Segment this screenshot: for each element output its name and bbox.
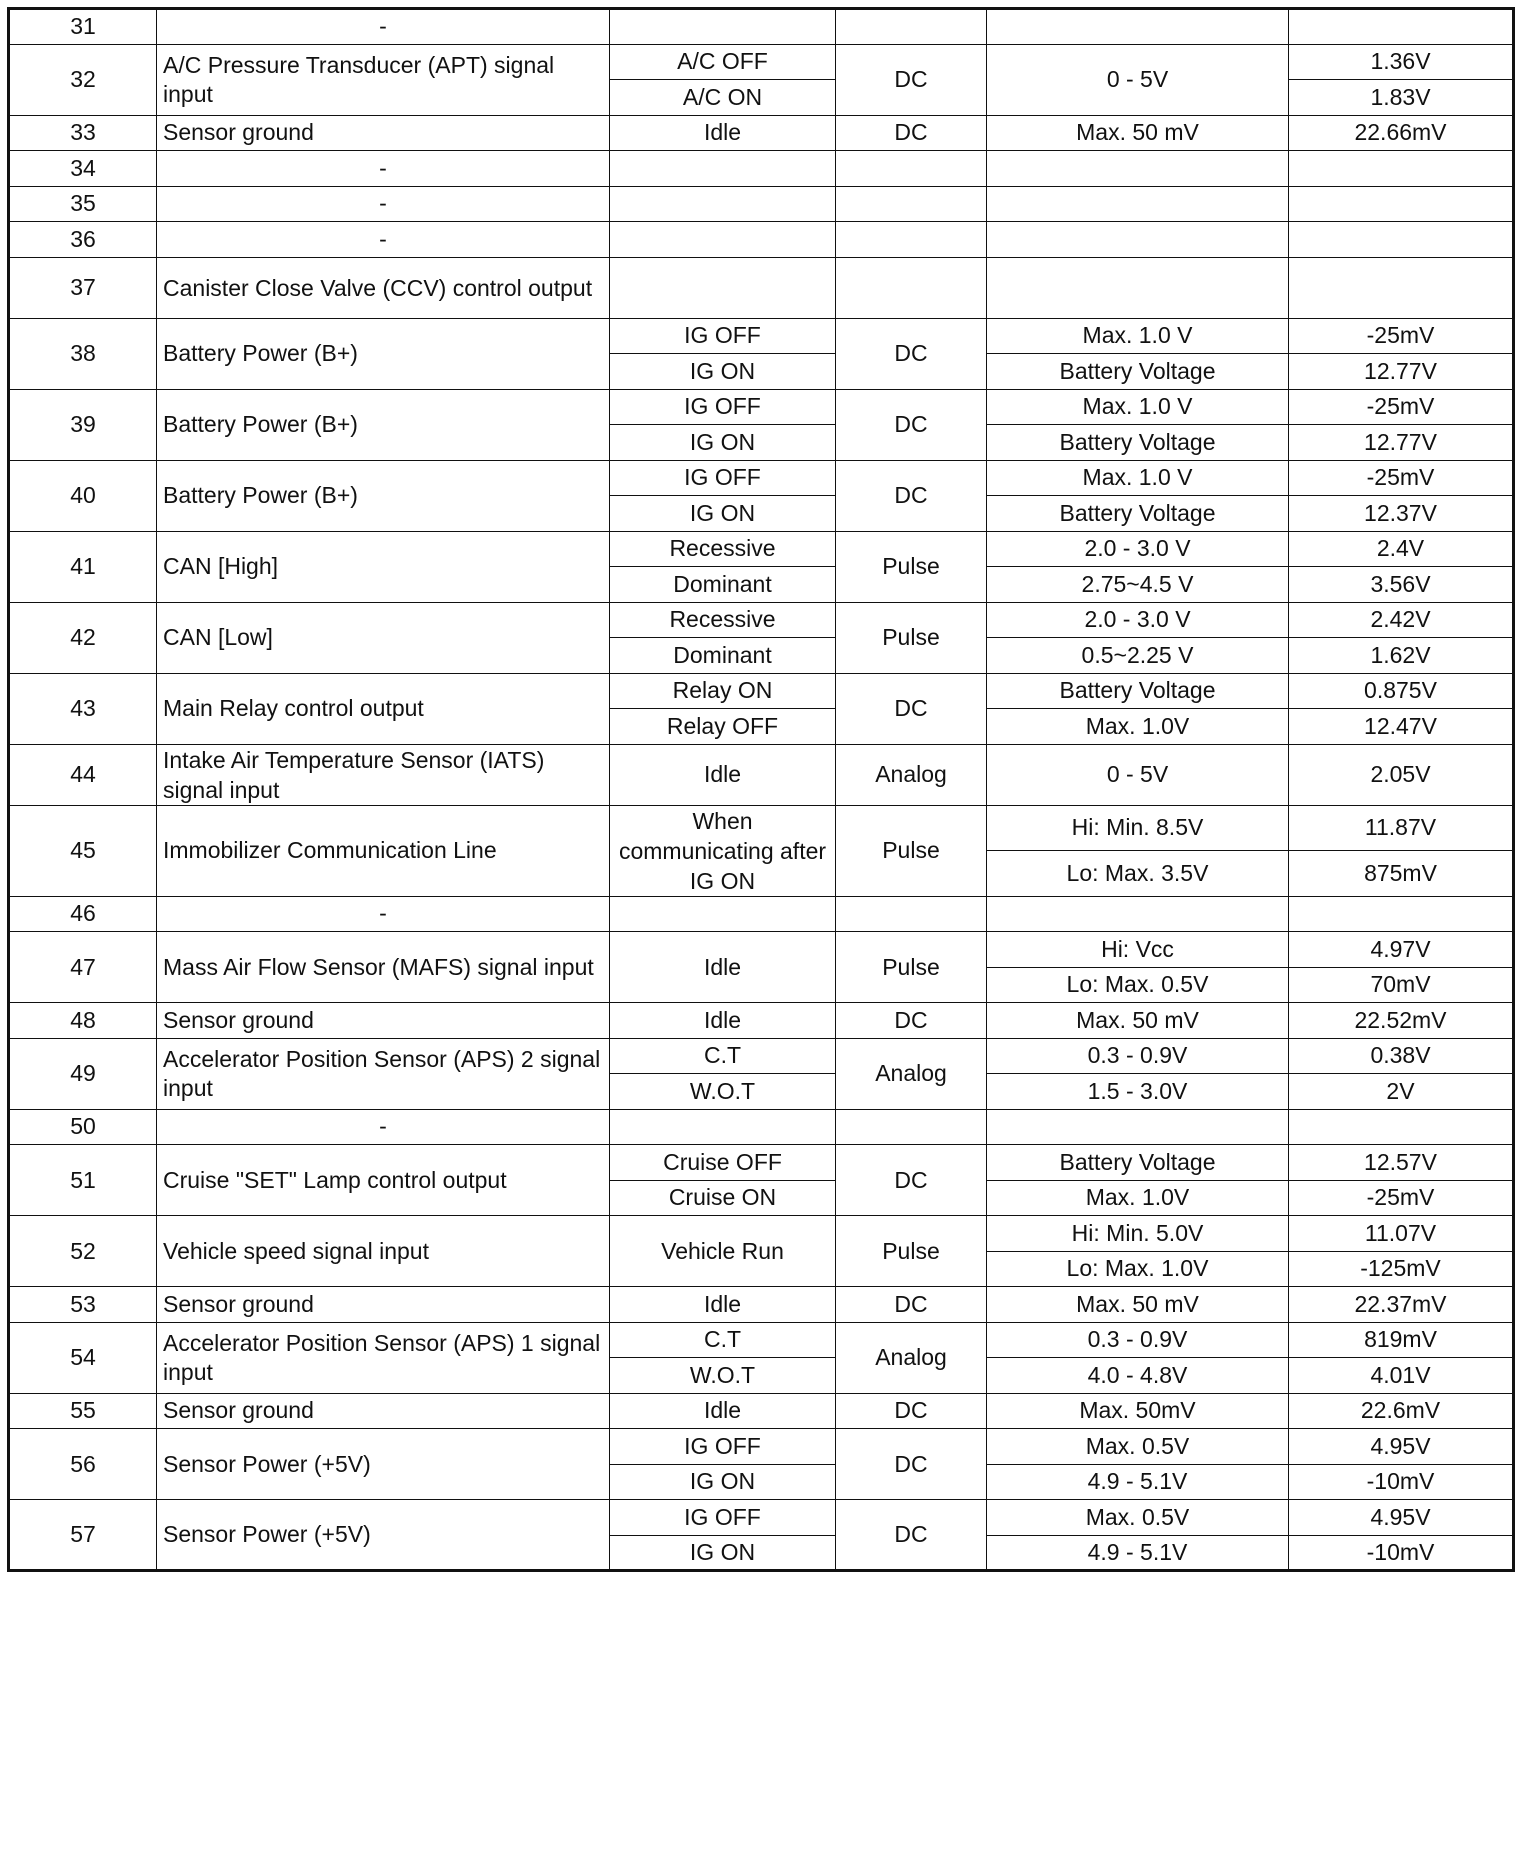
pin-description: Mass Air Flow Sensor (MAFS) signal input [157, 932, 610, 1003]
spec-level: Lo: Max. 1.0V [987, 1251, 1289, 1287]
spec-level: Max. 50 mV [987, 1003, 1289, 1039]
table-row [9, 1145, 1514, 1181]
pin-description: Immobilizer Communication Line [157, 805, 610, 896]
signal-type: Analog [836, 1038, 987, 1109]
pin-number: 41 [9, 531, 157, 602]
empty-cell [987, 151, 1289, 187]
pin-number: 51 [9, 1145, 157, 1216]
signal-type: Pulse [836, 932, 987, 1003]
empty-cell [1289, 151, 1514, 187]
pin-description: Sensor Power (+5V) [157, 1500, 610, 1571]
empty-cell [610, 896, 836, 932]
spec-level: 0 - 5V [987, 744, 1289, 805]
test-condition: When communicating after IG ON [610, 805, 836, 896]
measured-value: 3.56V [1289, 567, 1514, 603]
pin-number: 38 [9, 318, 157, 389]
pin-number: 36 [9, 222, 157, 258]
test-condition: IG OFF [610, 318, 836, 354]
pin-number: 56 [9, 1429, 157, 1500]
pin-number: 43 [9, 673, 157, 744]
signal-type: DC [836, 673, 987, 744]
test-condition: IG OFF [610, 460, 836, 496]
measured-value: 4.95V [1289, 1429, 1514, 1465]
pin-description: Battery Power (B+) [157, 389, 610, 460]
pin-number: 33 [9, 115, 157, 151]
pin-description: CAN [High] [157, 531, 610, 602]
pin-number: 53 [9, 1287, 157, 1323]
test-condition: IG ON [610, 1535, 836, 1571]
spec-level: Max. 1.0 V [987, 460, 1289, 496]
signal-type: Pulse [836, 531, 987, 602]
spec-level: 2.0 - 3.0 V [987, 602, 1289, 638]
spec-level: Battery Voltage [987, 425, 1289, 461]
table-row [9, 1109, 1514, 1145]
table-row [9, 1500, 1514, 1536]
table-row [9, 44, 1514, 80]
measured-value: 12.57V [1289, 1145, 1514, 1181]
empty-cell [610, 257, 836, 318]
measured-value: 2V [1289, 1074, 1514, 1110]
test-condition: Dominant [610, 638, 836, 674]
test-condition: A/C ON [610, 80, 836, 116]
measured-value: -25mV [1289, 460, 1514, 496]
measured-value: 4.01V [1289, 1358, 1514, 1394]
empty-cell [836, 186, 987, 222]
pin-description: Accelerator Position Sensor (APS) 1 signal input [157, 1322, 610, 1393]
spec-level: Lo: Max. 3.5V [987, 851, 1289, 897]
table-row [9, 602, 1514, 638]
pin-number: 50 [9, 1109, 157, 1145]
test-condition: Idle [610, 1003, 836, 1039]
spec-level: Battery Voltage [987, 1145, 1289, 1181]
measured-value: 0.38V [1289, 1038, 1514, 1074]
empty-cell [987, 222, 1289, 258]
test-condition: A/C OFF [610, 44, 836, 80]
empty-cell [1289, 186, 1514, 222]
signal-type: Pulse [836, 1216, 987, 1287]
table-row [9, 1216, 1514, 1252]
table-row [9, 1322, 1514, 1358]
test-condition: Cruise OFF [610, 1145, 836, 1181]
pin-description: Main Relay control output [157, 673, 610, 744]
measured-value: 22.52mV [1289, 1003, 1514, 1039]
measured-value: 2.4V [1289, 531, 1514, 567]
measured-value: 12.37V [1289, 496, 1514, 532]
spec-level: Max. 50mV [987, 1393, 1289, 1429]
test-condition: C.T [610, 1322, 836, 1358]
empty-cell [610, 9, 836, 45]
spec-level: Max. 1.0 V [987, 389, 1289, 425]
measured-value: 22.37mV [1289, 1287, 1514, 1323]
spec-level: Max. 50 mV [987, 115, 1289, 151]
test-condition: Idle [610, 932, 836, 1003]
measured-value: 2.05V [1289, 744, 1514, 805]
pin-description: Sensor ground [157, 1287, 610, 1323]
spec-level: Max. 1.0V [987, 709, 1289, 745]
empty-cell [1289, 1109, 1514, 1145]
pin-description: Sensor ground [157, 115, 610, 151]
empty-cell [836, 257, 987, 318]
spec-level: Battery Voltage [987, 673, 1289, 709]
spec-level: Battery Voltage [987, 354, 1289, 390]
signal-type: DC [836, 460, 987, 531]
measured-value: -10mV [1289, 1535, 1514, 1571]
test-condition: IG ON [610, 354, 836, 390]
measured-value: -125mV [1289, 1251, 1514, 1287]
pin-description: Battery Power (B+) [157, 460, 610, 531]
empty-cell [987, 9, 1289, 45]
test-condition: IG OFF [610, 389, 836, 425]
table-row [9, 9, 1514, 45]
pin-table-container [7, 7, 1512, 1572]
measured-value: 12.77V [1289, 425, 1514, 461]
empty-cell [610, 222, 836, 258]
empty-cell [836, 1109, 987, 1145]
measured-value: 1.62V [1289, 638, 1514, 674]
empty-cell [836, 222, 987, 258]
table-row [9, 389, 1514, 425]
test-condition: IG OFF [610, 1500, 836, 1536]
spec-level: Hi: Vcc [987, 932, 1289, 968]
empty-cell [987, 1109, 1289, 1145]
signal-type: DC [836, 1500, 987, 1571]
pin-description: Cruise "SET" Lamp control output [157, 1145, 610, 1216]
pin-description: Sensor ground [157, 1003, 610, 1039]
pin-number: 46 [9, 896, 157, 932]
test-condition: Recessive [610, 531, 836, 567]
pin-number: 37 [9, 257, 157, 318]
pin-description: - [157, 9, 610, 45]
signal-type: DC [836, 1287, 987, 1323]
spec-level: 1.5 - 3.0V [987, 1074, 1289, 1110]
spec-level: 2.75~4.5 V [987, 567, 1289, 603]
empty-cell [836, 9, 987, 45]
pin-number: 45 [9, 805, 157, 896]
measured-value: 2.42V [1289, 602, 1514, 638]
measured-value: 11.07V [1289, 1216, 1514, 1252]
test-condition: Idle [610, 744, 836, 805]
pin-description: Sensor Power (+5V) [157, 1429, 610, 1500]
empty-cell [1289, 257, 1514, 318]
empty-cell [1289, 9, 1514, 45]
test-condition: Cruise ON [610, 1180, 836, 1216]
pin-number: 52 [9, 1216, 157, 1287]
measured-value: 22.66mV [1289, 115, 1514, 151]
table-row [9, 1287, 1514, 1323]
test-condition: IG ON [610, 1464, 836, 1500]
signal-type: Analog [836, 1322, 987, 1393]
measured-value: 4.97V [1289, 932, 1514, 968]
measured-value: 875mV [1289, 851, 1514, 897]
empty-cell [987, 257, 1289, 318]
spec-level: 4.0 - 4.8V [987, 1358, 1289, 1394]
pin-number: 48 [9, 1003, 157, 1039]
signal-type: DC [836, 318, 987, 389]
pin-number: 47 [9, 932, 157, 1003]
signal-type: DC [836, 115, 987, 151]
pin-number: 35 [9, 186, 157, 222]
table-row [9, 932, 1514, 968]
table-row [9, 115, 1514, 151]
test-condition: Idle [610, 1393, 836, 1429]
signal-type: DC [836, 44, 987, 115]
spec-level: Battery Voltage [987, 496, 1289, 532]
measured-value: -25mV [1289, 318, 1514, 354]
spec-level: Hi: Min. 5.0V [987, 1216, 1289, 1252]
table-row [9, 186, 1514, 222]
signal-type: Pulse [836, 805, 987, 896]
spec-level: Max. 0.5V [987, 1429, 1289, 1465]
signal-type: DC [836, 1145, 987, 1216]
empty-cell [836, 151, 987, 187]
pin-number: 44 [9, 744, 157, 805]
signal-type: DC [836, 1429, 987, 1500]
spec-level: Max. 50 mV [987, 1287, 1289, 1323]
table-row [9, 1038, 1514, 1074]
spec-level: 0 - 5V [987, 44, 1289, 115]
measured-value: 1.36V [1289, 44, 1514, 80]
empty-cell [1289, 896, 1514, 932]
test-condition: IG ON [610, 425, 836, 461]
pin-description: Intake Air Temperature Sensor (IATS) signal input [157, 744, 610, 805]
pin-description: - [157, 1109, 610, 1145]
table-row [9, 318, 1514, 354]
pin-number: 57 [9, 1500, 157, 1571]
measured-value: 11.87V [1289, 805, 1514, 851]
measured-value: 12.77V [1289, 354, 1514, 390]
measured-value: 70mV [1289, 967, 1514, 1003]
pin-number: 55 [9, 1393, 157, 1429]
pin-description: A/C Pressure Transducer (APT) signal input [157, 44, 610, 115]
signal-type: Analog [836, 744, 987, 805]
empty-cell [987, 896, 1289, 932]
signal-type: DC [836, 1393, 987, 1429]
spec-level: Max. 0.5V [987, 1500, 1289, 1536]
empty-cell [987, 186, 1289, 222]
table-row [9, 460, 1514, 496]
signal-type: DC [836, 389, 987, 460]
pin-description: Vehicle speed signal input [157, 1216, 610, 1287]
signal-type: Pulse [836, 602, 987, 673]
pin-description: Battery Power (B+) [157, 318, 610, 389]
test-condition: Dominant [610, 567, 836, 603]
pin-number: 54 [9, 1322, 157, 1393]
test-condition: Idle [610, 1287, 836, 1323]
measured-value: 4.95V [1289, 1500, 1514, 1536]
empty-cell [610, 1109, 836, 1145]
pin-number: 31 [9, 9, 157, 45]
signal-type: DC [836, 1003, 987, 1039]
pin-description: - [157, 222, 610, 258]
spec-level: 4.9 - 5.1V [987, 1464, 1289, 1500]
table-row [9, 222, 1514, 258]
table-row [9, 744, 1514, 805]
pin-description: - [157, 896, 610, 932]
test-condition: Relay OFF [610, 709, 836, 745]
test-condition: IG OFF [610, 1429, 836, 1465]
spec-level: Hi: Min. 8.5V [987, 805, 1289, 851]
pin-description: CAN [Low] [157, 602, 610, 673]
pin-number: 34 [9, 151, 157, 187]
spec-level: 0.3 - 0.9V [987, 1038, 1289, 1074]
test-condition: C.T [610, 1038, 836, 1074]
measured-value: -25mV [1289, 1180, 1514, 1216]
pin-number: 39 [9, 389, 157, 460]
table-row [9, 805, 1514, 851]
spec-level: Max. 1.0 V [987, 318, 1289, 354]
pin-description: - [157, 186, 610, 222]
test-condition: Idle [610, 115, 836, 151]
spec-level: Lo: Max. 0.5V [987, 967, 1289, 1003]
test-condition: Recessive [610, 602, 836, 638]
table-row [9, 1003, 1514, 1039]
measured-value: -10mV [1289, 1464, 1514, 1500]
table-row [9, 1429, 1514, 1465]
spec-level: 0.5~2.25 V [987, 638, 1289, 674]
test-condition: Relay ON [610, 673, 836, 709]
spec-level: 4.9 - 5.1V [987, 1535, 1289, 1571]
empty-cell [1289, 222, 1514, 258]
test-condition: W.O.T [610, 1358, 836, 1394]
pin-table-body [9, 9, 1514, 1571]
empty-cell [836, 896, 987, 932]
spec-level: Max. 1.0V [987, 1180, 1289, 1216]
pin-description: Canister Close Valve (CCV) control output [157, 257, 610, 318]
table-row [9, 1393, 1514, 1429]
pin-description: - [157, 151, 610, 187]
measured-value: 819mV [1289, 1322, 1514, 1358]
table-row [9, 673, 1514, 709]
test-condition: W.O.T [610, 1074, 836, 1110]
table-row [9, 896, 1514, 932]
measured-value: 0.875V [1289, 673, 1514, 709]
pin-description: Sensor ground [157, 1393, 610, 1429]
measured-value: 12.47V [1289, 709, 1514, 745]
table-row [9, 531, 1514, 567]
empty-cell [610, 186, 836, 222]
test-condition: Vehicle Run [610, 1216, 836, 1287]
spec-level: 2.0 - 3.0 V [987, 531, 1289, 567]
pin-number: 42 [9, 602, 157, 673]
ecm-pin-table [7, 7, 1515, 1572]
empty-cell [610, 151, 836, 187]
measured-value: 22.6mV [1289, 1393, 1514, 1429]
measured-value: 1.83V [1289, 80, 1514, 116]
table-row [9, 151, 1514, 187]
pin-description: Accelerator Position Sensor (APS) 2 signal input [157, 1038, 610, 1109]
pin-number: 32 [9, 44, 157, 115]
measured-value: -25mV [1289, 389, 1514, 425]
table-row [9, 257, 1514, 318]
pin-number: 49 [9, 1038, 157, 1109]
spec-level: 0.3 - 0.9V [987, 1322, 1289, 1358]
test-condition: IG ON [610, 496, 836, 532]
pin-number: 40 [9, 460, 157, 531]
